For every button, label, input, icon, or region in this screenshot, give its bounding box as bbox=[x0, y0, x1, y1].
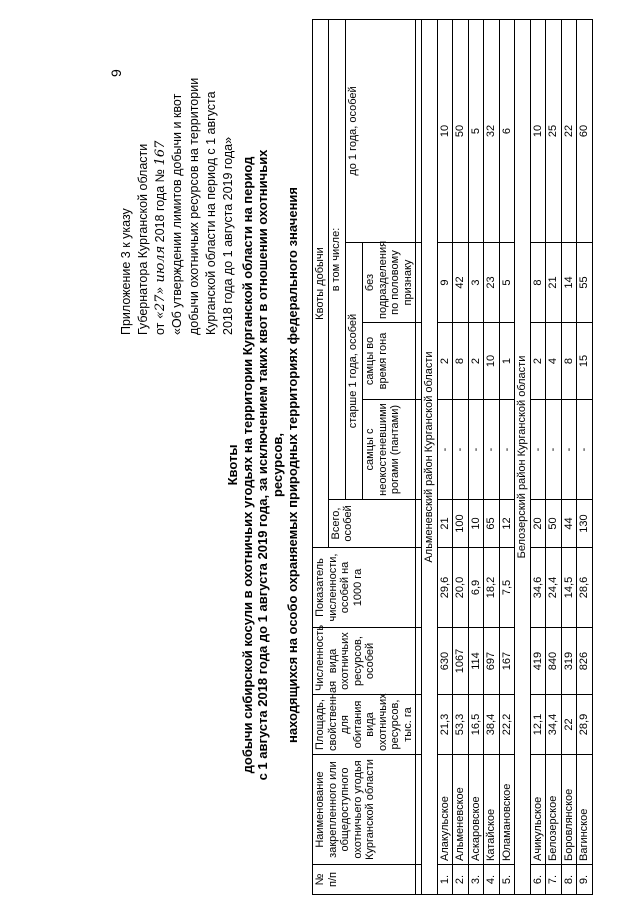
cell-total: 130 bbox=[577, 500, 593, 548]
cell-total: 12 bbox=[499, 500, 515, 548]
cell-name: Вагинское bbox=[577, 755, 593, 865]
table-body bbox=[416, 19, 593, 894]
cell-males-rut: 4 bbox=[546, 323, 562, 400]
cell-population: 1067 bbox=[453, 628, 469, 695]
cell-density: 14,5 bbox=[561, 548, 577, 628]
region-name: Альменевский район Курганской области bbox=[422, 19, 438, 894]
cell-no-sex: 23 bbox=[484, 243, 500, 323]
cell-name: Алакульское bbox=[437, 755, 453, 865]
cell-no-sex: 9 bbox=[437, 243, 453, 323]
cell-num: 4. bbox=[484, 865, 500, 895]
cell-males-rut: 2 bbox=[468, 323, 484, 400]
date-prefix: от bbox=[153, 322, 167, 335]
cell-males-antlers: - bbox=[499, 400, 515, 500]
cell-males-rut: 15 bbox=[577, 323, 593, 400]
cell-males-antlers: - bbox=[530, 400, 546, 500]
appendix-line: Приложение 3 к указу bbox=[119, 208, 133, 335]
cell-area: 21,3 bbox=[437, 695, 453, 755]
cell-population: 114 bbox=[468, 628, 484, 695]
header-quotas: Квоты добычи bbox=[313, 19, 329, 547]
region-name: Белозерский район Курганской области bbox=[515, 19, 531, 894]
cell-under-one: 10 bbox=[530, 19, 546, 242]
cell-area: 16,5 bbox=[468, 695, 484, 755]
cell-area: 12,1 bbox=[530, 695, 546, 755]
handwritten-number: 167 bbox=[153, 140, 168, 166]
cell-density: 18,2 bbox=[484, 548, 500, 628]
cell-name: Катайское bbox=[484, 755, 500, 865]
cell-under-one: 32 bbox=[484, 19, 500, 242]
header-in-that: в том числе: bbox=[328, 19, 345, 499]
header-males-antlers: самцы с неокостеневшими рогами (пантами) bbox=[363, 400, 416, 500]
cell-total: 10 bbox=[468, 500, 484, 548]
appendix-line: 2018 года до 1 августа 2019 года» bbox=[221, 136, 235, 335]
cell-no-sex: 55 bbox=[577, 243, 593, 323]
cell-males-antlers: - bbox=[468, 400, 484, 500]
cell-males-rut: 8 bbox=[561, 323, 577, 400]
cell-population: 630 bbox=[437, 628, 453, 695]
cell-males-antlers: - bbox=[546, 400, 562, 500]
cell-density: 29,6 bbox=[437, 548, 453, 628]
heading-title: Квоты bbox=[225, 444, 240, 486]
number-prefix: № bbox=[153, 168, 167, 183]
table-row bbox=[577, 19, 593, 894]
cell-no-sex: 42 bbox=[453, 243, 469, 323]
header-no-sex: без подразделения по половому признаку bbox=[363, 243, 416, 323]
cell-males-antlers: - bbox=[561, 400, 577, 500]
cell-area: 22,2 bbox=[499, 695, 515, 755]
cell-num: 7. bbox=[546, 865, 562, 895]
cell-num: 5. bbox=[499, 865, 515, 895]
cell-num: 9. bbox=[577, 865, 593, 895]
cell-under-one: 5 bbox=[468, 19, 484, 242]
table-row bbox=[499, 19, 515, 894]
cell-area: 28,9 bbox=[577, 695, 593, 755]
header-males-rut: самцы во время гона bbox=[363, 323, 416, 400]
table-row bbox=[561, 19, 577, 894]
cell-population: 826 bbox=[577, 628, 593, 695]
page-number: 9 bbox=[108, 69, 124, 77]
table-row bbox=[530, 19, 546, 894]
cell-no-sex: 21 bbox=[546, 243, 562, 323]
appendix-date-line bbox=[152, 15, 169, 335]
cell-name: Юламановское bbox=[499, 755, 515, 865]
cell-total: 100 bbox=[453, 500, 469, 548]
cell-under-one: 6 bbox=[499, 19, 515, 242]
cell-males-rut: 2 bbox=[437, 323, 453, 400]
header-total: Всего, особей bbox=[328, 500, 416, 548]
cell-total: 20 bbox=[530, 500, 546, 548]
heading-line: находящихся на особо охраняемых природных территориях федерального значения bbox=[285, 186, 300, 744]
cell-name: Боровлянское bbox=[561, 755, 577, 865]
cell-males-antlers: - bbox=[577, 400, 593, 500]
cell-under-one: 25 bbox=[546, 19, 562, 242]
cell-num: 2. bbox=[453, 865, 469, 895]
cell-num: 1. bbox=[437, 865, 453, 895]
heading-line: добычи сибирской косули в охотничьих угодьях на территории Курганской области на период bbox=[240, 156, 255, 774]
cell-males-rut: 8 bbox=[453, 323, 469, 400]
table-row bbox=[437, 19, 453, 894]
cell-name: Ачикульское bbox=[530, 755, 546, 865]
cell-total: 21 bbox=[437, 500, 453, 548]
cell-name: Альменевское bbox=[453, 755, 469, 865]
appendix-line: Губернатора Курганской области bbox=[136, 143, 150, 335]
cell-males-rut: 1 bbox=[499, 323, 515, 400]
header-older: старше 1 года, особей bbox=[345, 243, 362, 500]
appendix-line: «Об утверждении лимитов добычи и квот bbox=[170, 93, 184, 335]
region-row bbox=[422, 19, 438, 894]
cell-population: 167 bbox=[499, 628, 515, 695]
table-row bbox=[453, 19, 469, 894]
header-density: Показатель численности, особей на 1000 га bbox=[313, 548, 416, 628]
cell-males-rut: 10 bbox=[484, 323, 500, 400]
cell-area: 53,3 bbox=[453, 695, 469, 755]
cell-under-one: 60 bbox=[577, 19, 593, 242]
appendix-block bbox=[118, 15, 237, 335]
cell-num: 3. bbox=[468, 865, 484, 895]
cell-area: 22 bbox=[561, 695, 577, 755]
cell-under-one: 50 bbox=[453, 19, 469, 242]
cell-area: 38,4 bbox=[484, 695, 500, 755]
cell-total: 44 bbox=[561, 500, 577, 548]
cell-name: Белозерское bbox=[546, 755, 562, 865]
cell-no-sex: 14 bbox=[561, 243, 577, 323]
table-row bbox=[468, 19, 484, 894]
cell-population: 840 bbox=[546, 628, 562, 695]
cell-name: Аскаровское bbox=[468, 755, 484, 865]
heading-line: с 1 августа 2018 года до 1 августа 2019 года, за исключением таких квот в отношении охотничьих ресурсов, bbox=[255, 149, 285, 781]
table-row bbox=[546, 19, 562, 894]
cell-under-one: 22 bbox=[561, 19, 577, 242]
date-year: 2018 года bbox=[153, 185, 167, 243]
cell-no-sex: 8 bbox=[530, 243, 546, 323]
cell-num: 6. bbox=[530, 865, 546, 895]
cell-total: 65 bbox=[484, 500, 500, 548]
appendix-line: добычи охотничьих ресурсов на территории bbox=[187, 77, 201, 335]
cell-population: 419 bbox=[530, 628, 546, 695]
cell-density: 34,6 bbox=[530, 548, 546, 628]
cell-total: 50 bbox=[546, 500, 562, 548]
cell-males-antlers: - bbox=[484, 400, 500, 500]
cell-area: 34,4 bbox=[546, 695, 562, 755]
cell-density: 28,6 bbox=[577, 548, 593, 628]
handwritten-date: «27» июля bbox=[153, 245, 168, 320]
appendix-line: Курганской области на период с 1 августа bbox=[204, 91, 218, 335]
cell-males-rut: 2 bbox=[530, 323, 546, 400]
header-under-one: до 1 года, особей bbox=[345, 19, 415, 242]
header-area: Площадь, свойственная для обитания вида охотничьих ресурсов, тыс. га bbox=[313, 695, 416, 755]
cell-density: 7,5 bbox=[499, 548, 515, 628]
cell-density: 24,4 bbox=[546, 548, 562, 628]
cell-density: 20,0 bbox=[453, 548, 469, 628]
cell-no-sex: 3 bbox=[468, 243, 484, 323]
table-row bbox=[484, 19, 500, 894]
cell-population: 319 bbox=[561, 628, 577, 695]
document-heading bbox=[225, 125, 300, 805]
cell-males-antlers: - bbox=[437, 400, 453, 500]
header-population: Численность вида охотничьих ресурсов, особей bbox=[313, 628, 416, 695]
cell-density: 6,9 bbox=[468, 548, 484, 628]
cell-population: 697 bbox=[484, 628, 500, 695]
header-name: Наименование закрепленного или общедоступного охотничьего угодья Курганской области bbox=[313, 755, 416, 865]
cell-num: 8. bbox=[561, 865, 577, 895]
cell-no-sex: 5 bbox=[499, 243, 515, 323]
quota-table bbox=[312, 19, 593, 895]
cell-males-antlers: - bbox=[453, 400, 469, 500]
header-num: № п/п bbox=[313, 865, 416, 895]
cell-under-one: 10 bbox=[437, 19, 453, 242]
region-row bbox=[515, 19, 531, 894]
